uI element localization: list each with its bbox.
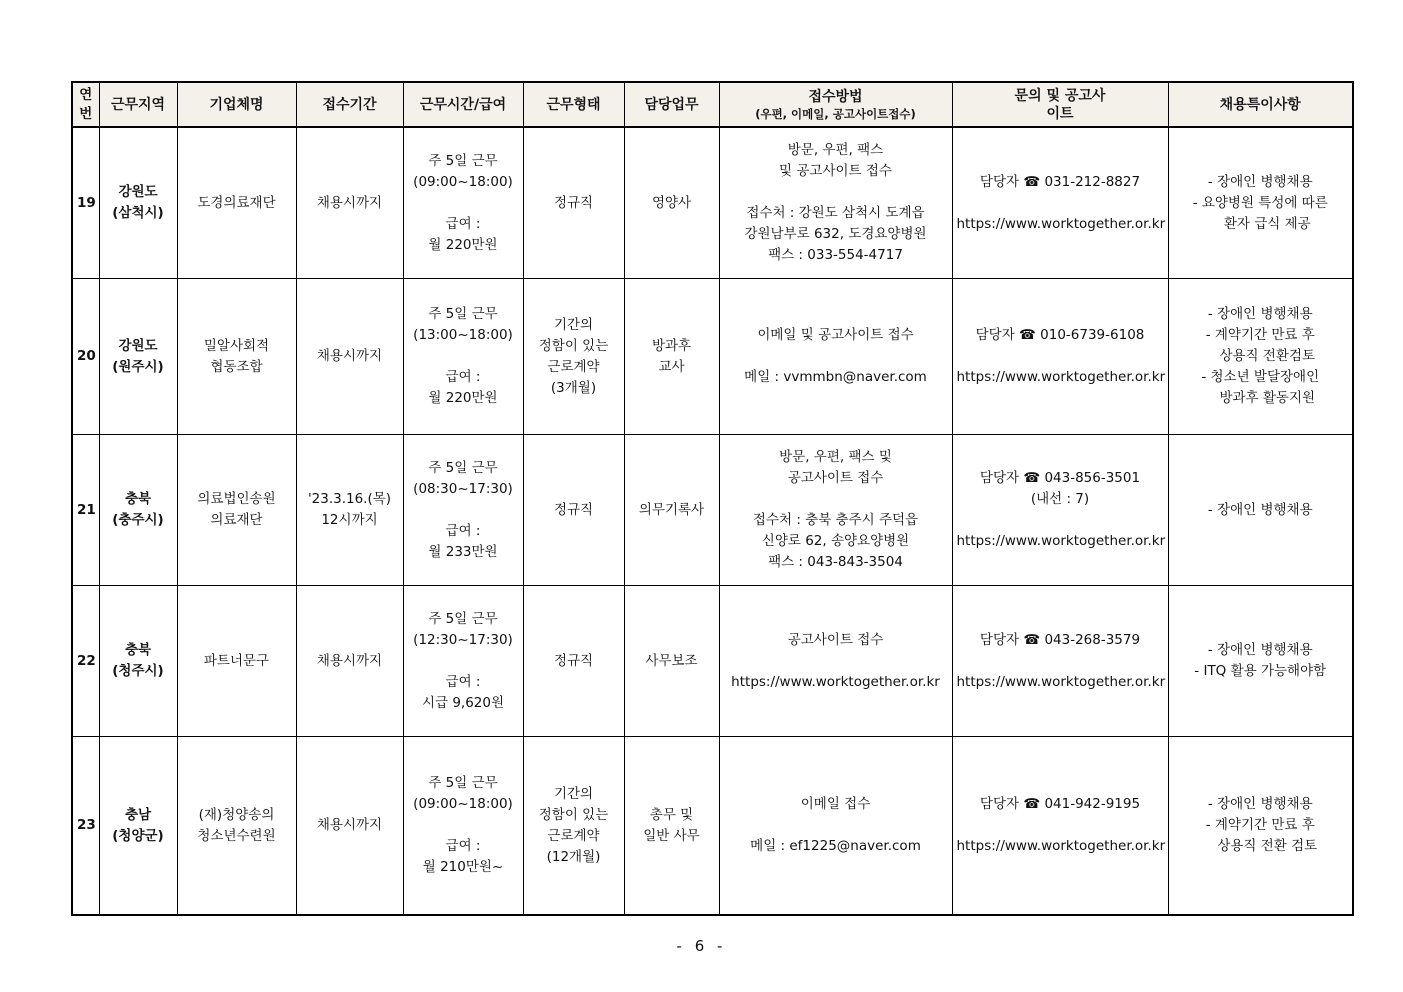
- cell-line: 월 233만원: [428, 543, 498, 560]
- cell-line: 충북: [124, 642, 152, 658]
- contact-cell: [952, 737, 1168, 916]
- hours-pay-cell: [403, 279, 523, 435]
- cell-line: 채용시까지: [316, 652, 383, 669]
- cell-line: 총무 및: [649, 806, 694, 823]
- header-region: 근무지역: [99, 82, 177, 127]
- cell-line: 근로계약: [547, 827, 600, 844]
- table-row: [72, 435, 1353, 586]
- cell-line: (08:30~17:30): [413, 480, 513, 497]
- table-row: [72, 737, 1353, 916]
- note-item: - 요양병원 특성에 따른: [1192, 194, 1328, 211]
- header-type: 근무형태: [523, 82, 624, 127]
- region-cell: [99, 586, 177, 737]
- type-cell: [523, 127, 624, 279]
- cell-line: 팩스 : 033-554-4717: [768, 247, 903, 263]
- cell-line: 도경의료재단: [197, 194, 276, 211]
- company-cell: [177, 127, 296, 279]
- cell-line: https://www.worktogether.or.kr: [956, 838, 1166, 854]
- period-cell: [296, 435, 403, 586]
- page-number: - 6 -: [676, 937, 727, 955]
- hours-pay-cell: [403, 435, 523, 586]
- table-row: [72, 127, 1353, 279]
- cell-line: 급여 :: [445, 369, 481, 385]
- cell-line: 주 5일 근무: [428, 459, 498, 476]
- note-item: 환자 급식 제공: [1223, 215, 1311, 232]
- header-hours-pay: 근무시간/급여: [403, 82, 523, 127]
- company-cell: [177, 279, 296, 435]
- cell-line: 채용시까지: [316, 194, 383, 211]
- note-item: 방과후 활동지원: [1219, 390, 1316, 406]
- job-listings-table: [71, 81, 1354, 916]
- cell-line: (내선 : 7): [1030, 491, 1090, 507]
- period-cell: [296, 279, 403, 435]
- cell-line: 메일 : ef1225@naver.com: [750, 838, 921, 854]
- cell-line: (원주시): [112, 358, 164, 375]
- cell-line: 시급 9,620원: [421, 694, 505, 711]
- cell-line: 의료재단: [210, 512, 263, 528]
- cell-line: 기간의: [553, 785, 594, 802]
- cell-line: (재)청양송의: [198, 806, 275, 823]
- method-cell: [719, 279, 952, 435]
- row-number: 19: [72, 127, 99, 279]
- cell-line: 급여 :: [445, 673, 481, 690]
- note-item: - 장애인 병행채용: [1207, 796, 1313, 812]
- cell-line: 및 공고사이트 접수: [779, 163, 892, 179]
- company-cell: [177, 737, 296, 916]
- cell-line: 방문, 우편, 팩스: [787, 142, 884, 158]
- notes-cell: [1168, 279, 1353, 435]
- region-cell: [99, 279, 177, 435]
- duty-cell: [624, 279, 719, 435]
- method-cell: [719, 435, 952, 586]
- cell-line: 방과후: [651, 337, 692, 354]
- note-item: - 청소년 발달장애인: [1201, 369, 1320, 385]
- cell-line: 접수처 : 충북 충주시 주덕읍: [752, 512, 919, 528]
- cell-line: 담당자 ☎ 010-6739-6108: [975, 327, 1145, 343]
- note-item: - 장애인 병행채용: [1207, 306, 1313, 322]
- cell-line: (09:00~18:00): [413, 173, 513, 190]
- cell-line: 의료법인송원: [197, 491, 276, 507]
- cell-line: 담당자 ☎ 031-212-8827: [979, 173, 1141, 190]
- cell-line: 채용시까지: [316, 348, 383, 364]
- row-number: 23: [72, 737, 99, 916]
- table-row: [72, 279, 1353, 435]
- company-cell: [177, 435, 296, 586]
- method-cell: [719, 586, 952, 737]
- cell-line: 청소년수련원: [197, 827, 276, 844]
- cell-line: 12시까지: [321, 512, 378, 528]
- cell-line: 월 210만원~: [422, 859, 504, 875]
- note-item: - ITQ 활용 가능해야함: [1194, 663, 1327, 679]
- cell-line: 정함이 있는: [538, 337, 609, 354]
- note-item: - 장애인 병행채용: [1207, 173, 1313, 190]
- cell-line: 정규직: [553, 652, 594, 669]
- type-cell: [523, 435, 624, 586]
- cell-line: 신양로 62, 송양요양병원: [761, 533, 910, 549]
- cell-line: '23.3.16.(목): [307, 491, 392, 507]
- type-cell: [523, 737, 624, 916]
- region-cell: [99, 435, 177, 586]
- duty-cell: [624, 435, 719, 586]
- cell-line: 공고사이트 접수: [787, 631, 884, 648]
- cell-line: 주 5일 근무: [428, 306, 498, 322]
- notes-cell: [1168, 435, 1353, 586]
- header-notes: 채용특이사항: [1168, 82, 1353, 127]
- cell-line: https://www.worktogether.or.kr: [731, 673, 940, 690]
- hours-pay-cell: [403, 737, 523, 916]
- cell-line: (13:00~18:00): [413, 327, 513, 343]
- header-period: 접수기간: [296, 82, 403, 127]
- notes-cell: [1168, 586, 1353, 737]
- row-number: 20: [72, 279, 99, 435]
- period-cell: [296, 586, 403, 737]
- header-company: 기업체명: [177, 82, 296, 127]
- cell-line: (청주시): [112, 663, 164, 679]
- cell-line: 강원도: [118, 337, 158, 354]
- period-cell: [296, 127, 403, 279]
- cell-line: 의무기록사: [638, 501, 705, 518]
- cell-line: 밀알사회적: [203, 337, 270, 354]
- row-number: 22: [72, 586, 99, 737]
- cell-line: 담당자 ☎ 043-268-3579: [979, 631, 1141, 648]
- cell-line: 이메일 접수: [800, 796, 871, 812]
- notes-cell: [1168, 737, 1353, 916]
- method-cell: [719, 127, 952, 279]
- cell-line: 담당자 ☎ 041-942-9195: [979, 796, 1141, 812]
- row-number: 21: [72, 435, 99, 586]
- header-contact: 문의 및 공고사이트: [952, 82, 1168, 127]
- cell-line: 기간의: [553, 316, 594, 333]
- note-item: 상용직 전환 검토: [1217, 838, 1318, 854]
- contact-cell: [952, 127, 1168, 279]
- header-row: [72, 82, 1353, 127]
- cell-line: 근로계약: [547, 358, 600, 375]
- period-cell: [296, 737, 403, 916]
- cell-line: 담당자 ☎ 043-856-3501: [979, 470, 1141, 486]
- contact-cell: [952, 586, 1168, 737]
- method-cell: [719, 737, 952, 916]
- hours-pay-cell: [403, 127, 523, 279]
- cell-line: 메일 : vvmmbn@naver.com: [744, 369, 927, 385]
- cell-line: 채용시까지: [316, 817, 383, 833]
- cell-line: (3개월): [550, 379, 597, 396]
- table-row: [72, 586, 1353, 737]
- cell-line: 월 220만원: [428, 236, 498, 253]
- duty-cell: [624, 127, 719, 279]
- header-method: 접수방법 (우편, 이메일, 공고사이트접수): [719, 82, 952, 127]
- cell-line: https://www.worktogether.or.kr: [956, 533, 1166, 549]
- cell-line: 접수처 : 강원도 삼척시 도계읍: [746, 205, 925, 221]
- cell-line: 정규직: [553, 194, 594, 211]
- cell-line: 정규직: [553, 501, 594, 518]
- cell-line: 방문, 우편, 팩스 및: [779, 449, 892, 465]
- cell-line: 파트너문구: [203, 652, 270, 669]
- cell-line: (09:00~18:00): [413, 796, 513, 812]
- cell-line: 일반 사무: [643, 827, 700, 844]
- region-cell: [99, 127, 177, 279]
- contact-cell: [952, 279, 1168, 435]
- cell-line: 주 5일 근무: [428, 775, 498, 791]
- note-item: - 장애인 병행채용: [1207, 642, 1313, 658]
- cell-line: 충북: [124, 491, 152, 507]
- cell-line: 사무보조: [645, 652, 698, 669]
- region-cell: [99, 737, 177, 916]
- type-cell: [523, 279, 624, 435]
- hours-pay-cell: [403, 586, 523, 737]
- cell-line: 급여 :: [445, 215, 481, 232]
- cell-line: 주 5일 근무: [428, 610, 498, 627]
- cell-line: (12개월): [546, 848, 601, 865]
- note-item: - 장애인 병행채용: [1207, 501, 1313, 518]
- cell-line: 교사: [658, 358, 685, 375]
- note-item: - 계약기간 만료 후: [1205, 327, 1315, 343]
- cell-line: (청양군): [112, 827, 164, 844]
- note-item: - 계약기간 만료 후: [1205, 817, 1315, 833]
- header-num: 연번: [72, 82, 99, 127]
- cell-line: 영양사: [651, 194, 692, 211]
- cell-line: 강원도: [118, 184, 158, 200]
- cell-line: 급여 :: [445, 838, 481, 854]
- duty-cell: [624, 737, 719, 916]
- duty-cell: [624, 586, 719, 737]
- cell-line: (12:30~17:30): [413, 631, 513, 648]
- cell-line: 이메일 및 공고사이트 접수: [757, 327, 914, 343]
- company-cell: [177, 586, 296, 737]
- cell-line: 강원남부로 632, 도경요양병원: [744, 226, 927, 242]
- cell-line: https://www.worktogether.or.kr: [956, 215, 1166, 232]
- cell-line: (삼척시): [112, 205, 164, 221]
- cell-line: 주 5일 근무: [428, 152, 498, 169]
- cell-line: 정함이 있는: [538, 806, 609, 823]
- cell-line: 공고사이트 접수: [787, 470, 884, 486]
- note-item: 상용직 전환검토: [1219, 348, 1316, 364]
- header-duty: 담당업무: [624, 82, 719, 127]
- contact-cell: [952, 435, 1168, 586]
- cell-line: 충남: [124, 806, 152, 823]
- cell-line: 급여 :: [445, 522, 481, 539]
- cell-line: 월 220만원: [428, 390, 498, 406]
- cell-line: 협동조합: [210, 358, 263, 375]
- notes-cell: [1168, 127, 1353, 279]
- cell-line: 팩스 : 043-843-3504: [768, 554, 903, 570]
- cell-line: https://www.worktogether.or.kr: [956, 369, 1166, 385]
- type-cell: [523, 586, 624, 737]
- cell-line: (충주시): [112, 512, 164, 528]
- cell-line: https://www.worktogether.or.kr: [956, 673, 1166, 690]
